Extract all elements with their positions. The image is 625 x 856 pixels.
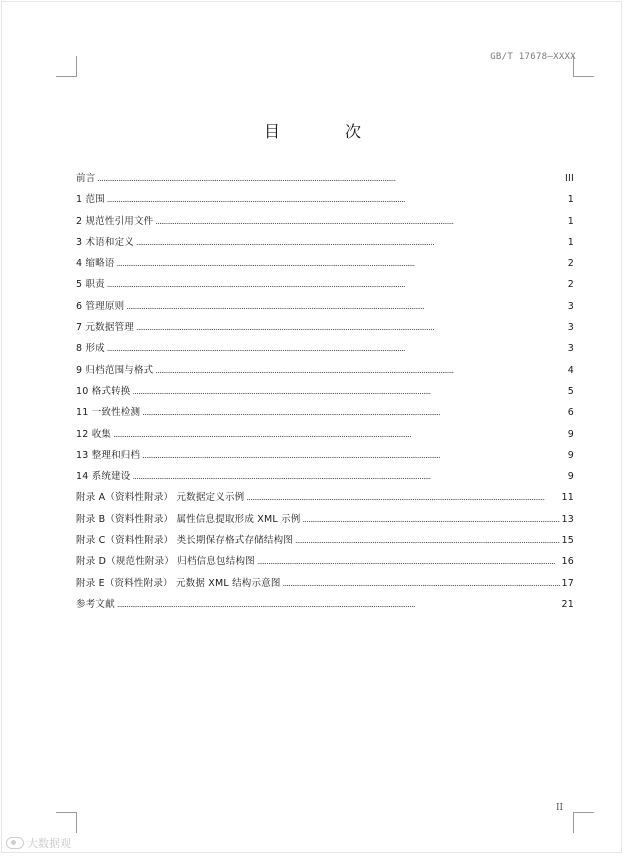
toc-dot-leader: [142, 449, 564, 463]
toc-dot-leader: [246, 491, 559, 505]
toc-dot-leader: [155, 364, 564, 378]
toc-entry-label: 附录 A（资料性附录） 元数据定义示例: [76, 492, 245, 504]
toc-entry-label: 附录 C（资料性附录） 类长期保存格式存储结构图: [76, 535, 293, 547]
page-number: II: [556, 803, 564, 813]
toc-dot-leader: [133, 470, 564, 484]
toc-entry-page: 3: [567, 300, 574, 312]
toc-entry[interactable]: [76, 555, 574, 576]
toc-entry[interactable]: [76, 449, 574, 470]
toc-entry-page: 4: [567, 364, 574, 376]
toc-entry-page: 9: [567, 449, 574, 461]
toc-entry[interactable]: [76, 491, 574, 512]
toc-dot-leader: [136, 236, 564, 250]
toc-entry-page: 1: [567, 236, 574, 248]
toc-dot-leader: [283, 577, 560, 591]
toc-entry-label: 7 元数据管理: [76, 322, 134, 334]
toc-entry-page: 1: [567, 194, 574, 206]
toc-entry-label: 14 系统建设: [76, 471, 131, 483]
toc-entry-label: 13 整理和归档: [76, 449, 141, 461]
watermark-logo-icon: [6, 837, 24, 849]
toc-entry-label: 11 一致性检测: [76, 407, 141, 419]
toc-entry-label: 12 收集: [76, 428, 112, 440]
toc-entry-page: 15: [561, 535, 574, 547]
toc-entry[interactable]: [76, 193, 574, 214]
toc-entry[interactable]: [76, 215, 574, 236]
toc-entry[interactable]: [76, 236, 574, 257]
toc-entry-page: 16: [561, 556, 574, 568]
crop-mark-bottom-right: [573, 812, 594, 833]
toc-dot-leader: [126, 300, 564, 314]
toc-entry-label: 2 规范性引用文件: [76, 215, 154, 227]
toc-entry[interactable]: [76, 172, 574, 193]
toc-entry[interactable]: [76, 428, 574, 449]
toc-entry-label: 1 范围: [76, 194, 105, 206]
toc-dot-leader: [142, 406, 564, 420]
toc-entry-label: 9 归档范围与格式: [76, 364, 154, 376]
toc-entry-label: 5 职责: [76, 279, 105, 291]
toc-dot-leader: [117, 598, 560, 612]
toc-entry-label: 参考文献: [76, 598, 115, 610]
toc-entry[interactable]: [76, 342, 574, 363]
crop-mark-top-right: [573, 56, 594, 77]
toc-entry-page: 13: [561, 513, 574, 525]
toc-entry[interactable]: [76, 257, 574, 278]
watermark-text: 大数据观: [27, 837, 71, 850]
toc-dot-leader: [97, 172, 563, 186]
toc-entry-page: 1: [567, 215, 574, 227]
toc-entry-label: 前言: [76, 173, 96, 184]
toc-entry-label: 4 缩略语: [76, 258, 115, 270]
toc-entry-page: 2: [567, 279, 574, 291]
crop-mark-bottom-left: [56, 812, 77, 833]
toc-entry[interactable]: [76, 406, 574, 427]
crop-mark-top-left: [56, 56, 77, 77]
table-of-contents: [76, 172, 574, 619]
toc-entry-label: 附录 B（资料性附录） 属性信息提取形成 XML 示例: [76, 513, 301, 525]
toc-entry[interactable]: [76, 300, 574, 321]
toc-dot-leader: [117, 257, 564, 271]
toc-dot-leader: [107, 342, 564, 356]
toc-entry-page: 17: [561, 577, 574, 589]
toc-entry-label: 附录 E（资料性附录） 元数据 XML 结构示意图: [76, 577, 281, 589]
toc-entry-page: 9: [567, 471, 574, 483]
page-title: 目 次: [263, 122, 392, 141]
toc-entry-label: 10 格式转换: [76, 385, 131, 397]
toc-dot-leader: [303, 513, 560, 527]
toc-entry-label: 6 管理原则: [76, 300, 125, 312]
toc-entry[interactable]: [76, 577, 574, 598]
toc-entry-label: 3 术语和定义: [76, 236, 134, 248]
toc-dot-leader: [133, 385, 564, 399]
toc-entry-page: III: [564, 173, 574, 184]
toc-entry-page: 5: [567, 385, 574, 397]
toc-entry-label: 附录 D（规范性附录） 归档信息包结构图: [76, 556, 255, 568]
standard-code: GB/T 17678—XXXX: [490, 52, 576, 62]
toc-dot-leader: [257, 555, 560, 569]
toc-entry-label: 8 形成: [76, 343, 105, 355]
toc-entry-page: 6: [567, 407, 574, 419]
toc-entry[interactable]: [76, 513, 574, 534]
toc-entry-page: 21: [561, 598, 574, 610]
toc-entry[interactable]: [76, 470, 574, 491]
toc-entry[interactable]: [76, 598, 574, 619]
toc-entry[interactable]: [76, 278, 574, 299]
toc-entry[interactable]: [76, 534, 574, 555]
toc-entry-page: 9: [567, 428, 574, 440]
toc-dot-leader: [136, 321, 564, 335]
toc-entry[interactable]: [76, 321, 574, 342]
toc-entry-page: 3: [567, 343, 574, 355]
toc-dot-leader: [107, 193, 564, 207]
toc-entry[interactable]: [76, 364, 574, 385]
toc-dot-leader: [295, 534, 560, 548]
toc-entry-page: 3: [567, 322, 574, 334]
toc-dot-leader: [113, 428, 564, 442]
watermark: [6, 835, 71, 851]
toc-entry-page: 11: [561, 492, 574, 504]
toc-dot-leader: [107, 278, 564, 292]
toc-entry-page: 2: [567, 258, 574, 270]
toc-dot-leader: [155, 215, 564, 229]
toc-entry[interactable]: [76, 385, 574, 406]
